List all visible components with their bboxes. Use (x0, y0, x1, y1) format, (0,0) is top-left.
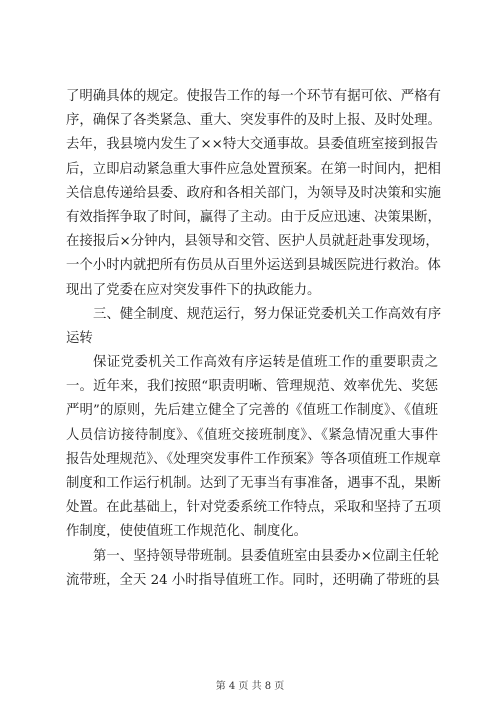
text-line: 有效指挥争取了时间，赢得了主动。由于反应迅速、决策果断， (66, 209, 441, 225)
text-line: 保证党委机关工作高效有序运转是值班工作的重要职责之 (93, 355, 438, 371)
document-body (66, 85, 442, 593)
text-line: 去年，我县境内发生了××特大交通事故。县委值班室接到报告 (66, 137, 438, 153)
text-line: 作制度，使使值班工作规范化、制度化。 (66, 524, 308, 540)
text-line: 一。近年来，我们按照“职责明晰、管理规范、效率优先、奖惩 (66, 379, 438, 395)
text-line: 现出了党委在应对突发事件下的执政能力。 (66, 282, 321, 298)
text-line: 一个小时内就把所有伤员从百里外运送到县城医院进行救治。体 (66, 258, 441, 274)
text-line: 在接报后×分钟内，县领导和交管、医护人员就赶赴事发现场， (66, 234, 439, 250)
text-line: 序，确保了各类紧急、重大、突发事件的及时上报、及时处理。 (66, 113, 441, 129)
text-line: 报告处理规范》、《处理突发事件工作预案》等各项值班工作规章 (66, 451, 441, 467)
text-line: 严明”的原则，先后建立健全了完善的《值班工作制度》、《值班 (66, 403, 438, 419)
text-line: 后，立即启动紧急重大事件应急处置预案。在第一时间内，把相 (66, 161, 441, 177)
text-line: 人员信访接待制度》、《值班交接班制度》、《紧急情况重大事件 (66, 427, 438, 443)
text-line: 第一、坚持领导带班制。县委值班室由县委办×位副主任轮 (93, 548, 439, 564)
text-line: 流带班，全天 24 小时指导值班工作。同时，还明确了带班的县 (66, 572, 440, 588)
text-line: 处置。在此基础上，针对党委系统工作特点，采取和坚持了五项 (66, 500, 441, 516)
section-heading-continued: 运转 (66, 330, 93, 346)
section-heading: 三、健全制度、规范运行，努力保证党委机关工作高效有序 (93, 306, 442, 322)
text-line: 关信息传递给县委、政府和各相关部门，为领导及时决策和实施 (66, 185, 441, 201)
text-line: 了明确具体的规定。使报告工作的每一个环节有据可依、严格有 (66, 89, 441, 104)
text-line: 制度和工作运行机制。达到了无事当有事准备，遇事不乱，果断 (66, 476, 441, 491)
page-number-footer: 第 4 页 共 8 页 (215, 681, 285, 692)
